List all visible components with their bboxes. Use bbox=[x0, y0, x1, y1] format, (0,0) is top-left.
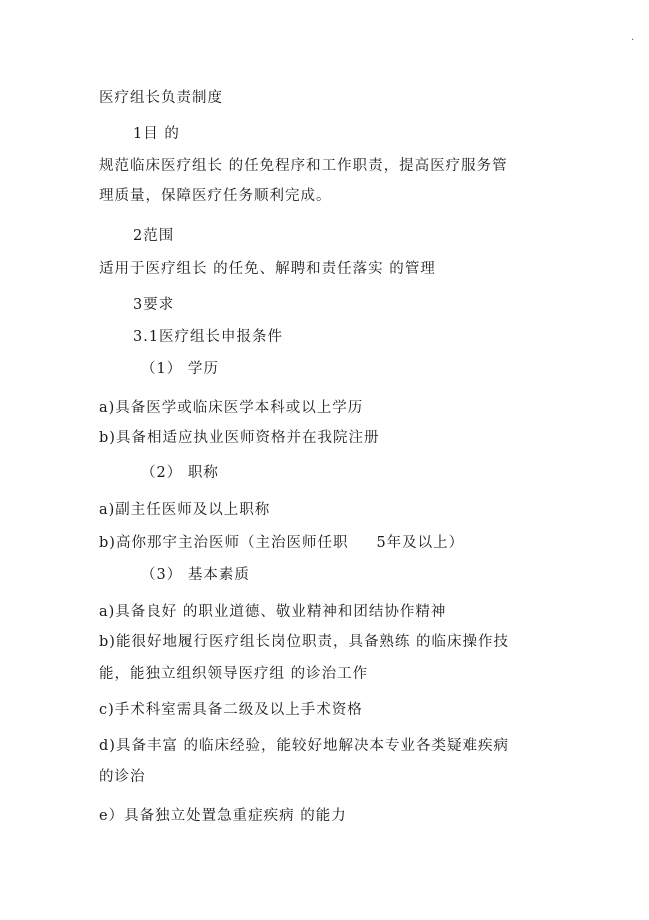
corner-mark: . bbox=[631, 32, 635, 43]
basic-quality-item-a: a)具备良好 的职业道德、敬业精神和团结协作精神 bbox=[99, 604, 447, 620]
professional-title-item-b bbox=[99, 533, 464, 553]
section-1-heading: 1目 的 bbox=[133, 126, 180, 142]
education-heading: （1） 学历 bbox=[141, 361, 219, 377]
professional-title-heading: （2） 职称 bbox=[141, 465, 219, 481]
professional-title-item-b-part-2: 5年及以上） bbox=[376, 535, 465, 551]
basic-quality-item-c: c)手术科室需具备二级及以上手术资格 bbox=[99, 702, 363, 718]
education-item-a: a)具备医学或临床医学本科或以上学历 bbox=[99, 400, 364, 416]
section-2-text: 适用于医疗组长 的任免、解聘和责任落实 的管理 bbox=[99, 261, 436, 277]
basic-quality-item-e: e）具备独立处置急重症疾病 的能力 bbox=[99, 808, 347, 824]
section-3-1-heading: 3.1医疗组长申报条件 bbox=[133, 329, 284, 345]
section-1-text-line-2: 理质量，保障医疗任务顺利完成。 bbox=[99, 188, 332, 204]
education-item-b: b)具备相适应执业医师资格并在我院注册 bbox=[99, 430, 380, 446]
section-2-heading: 2范围 bbox=[133, 228, 175, 244]
section-3-heading: 3要求 bbox=[133, 297, 175, 313]
professional-title-item-a: a)副主任医师及以上职称 bbox=[99, 502, 271, 518]
basic-quality-item-d-line-2: 的诊治 bbox=[99, 769, 146, 785]
basic-quality-item-b-line-1: b)能很好地履行医疗组长岗位职责，具备熟练 的临床操作技 bbox=[99, 634, 510, 650]
basic-quality-item-b-line-2: 能，能独立组织领导医疗组 的诊治工作 bbox=[99, 666, 369, 682]
basic-quality-item-d-line-1: d)具备丰富 的临床经验，能较好地解决本专业各类疑难疾病 bbox=[99, 738, 510, 754]
professional-title-item-b-part-1: b)高你那宇主治医师（主治医师任职 bbox=[99, 535, 349, 551]
basic-quality-heading: （3） 基本素质 bbox=[141, 567, 250, 583]
section-1-text-line-1: 规范临床医疗组长 的任免程序和工作职责，提高医疗服务管 bbox=[99, 158, 508, 174]
document-title: 医疗组长负责制度 bbox=[99, 90, 223, 106]
